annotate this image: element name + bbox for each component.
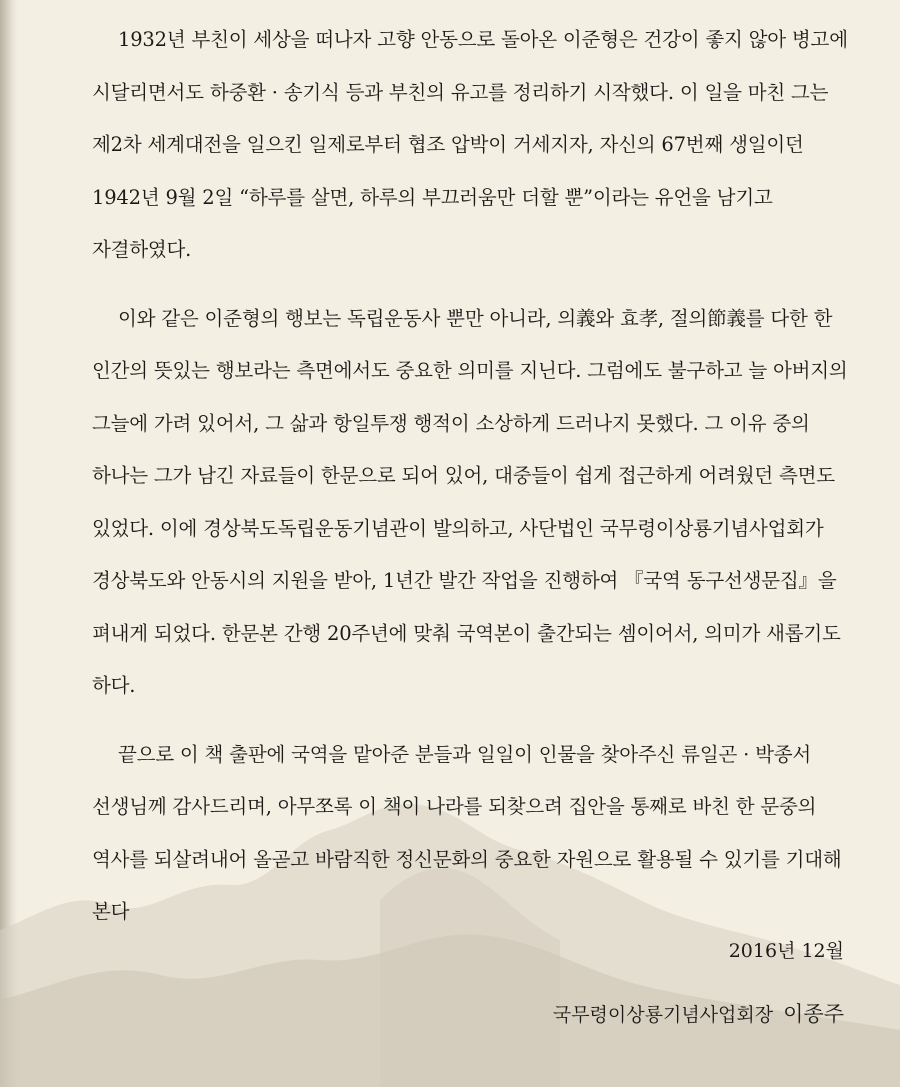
paragraph-1: 1932년 부친이 세상을 떠나자 고향 안동으로 돌아온 이준형은 건강이 좋지 않아 병고에 시달리면서도 하중환 · 송기식 등과 부친의 유고를 정리하기 시작했다. 이 일을 마친 그는 제2차 세계대전을 일으킨 일제로부터 협조 압박이 거세지자, 자신의 67번째 생일이던 1942년 9월 2일 “하루를 살면, 하루의 부끄러움만 더할 뿐”이라는 유언을 남기고 자결하였다.	[92, 28, 848, 261]
paragraph-2: 이와 같은 이준형의 행보는 독립운동사 뿐만 아니라, 의義와 효孝, 절의節義를 다한 한 인간의 뜻있는 행보라는 측면에서도 중요한 의미를 지닌다. 그럼에도 불구하고 늘 아버지의 그늘에 가려 있어서, 그 삶과 항일투쟁 행적이 소상하게 드러나지 못했다. 그 이유 중의 하나는 그가 남긴 자료들이 한문으로 되어 있어, 대중들이 쉽게 접근하게 어려웠던 측면도 있었다. 이에 경상북도독립운동기념관이 발의하고, 사단법인 국무령이상룡기념사업회가 경상북도와 안동시의 지원을 받아, 1년간 발간 작업을 진행하여 『국역 동구선생문집』을 펴내게 되었다. 한문본 간행 20주년에 맞춰 국역본이 출간되는 셈이어서, 의미가 새롭기도 하다.	[92, 306, 848, 697]
date-line: 2016년 12월	[728, 940, 844, 962]
paragraph-3: 끝으로 이 책 출판에 국역을 맡아준 분들과 일일이 인물을 찾아주신 류일곤 · 박종서 선생님께 감사드리며, 아무쪼록 이 책이 나라를 되찾으려 집안을 통째로 바친 한 문중의 역사를 되살려내어 올곧고 바람직한 정신문화의 중요한 자원으로 활용될 수 있기를 기대해 본다	[92, 742, 842, 923]
signature-line	[553, 998, 844, 1028]
signature-name: 이종주	[783, 1002, 844, 1026]
body-text	[92, 14, 852, 939]
signature-title: 국무령이상룡기념사업회장	[552, 1004, 774, 1026]
